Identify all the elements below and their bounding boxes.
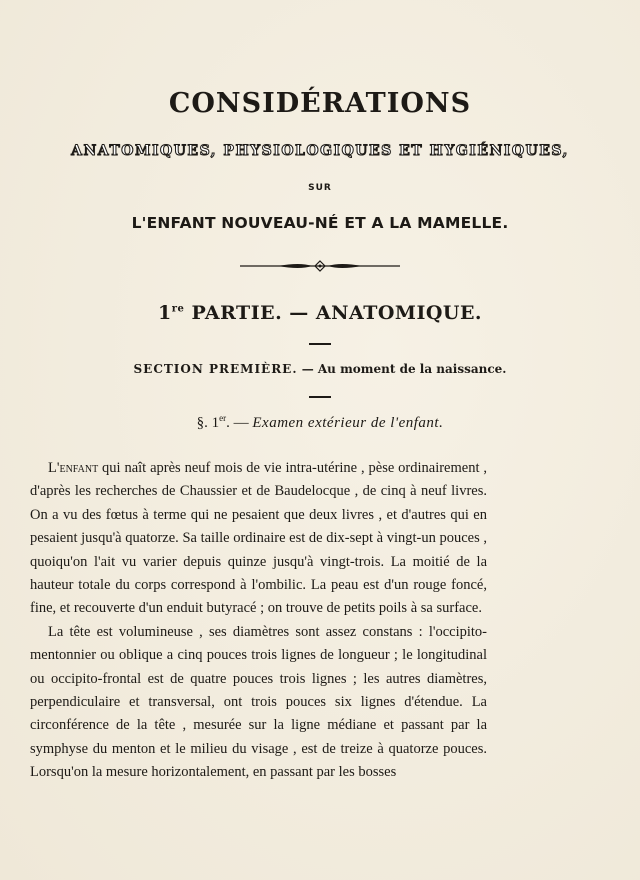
paragraph-text: qui naît après neuf mois de vie intra-utérine , pèse ordinairement , d'après les recherches de Chaussier et de Baudelocque , de cinq à neuf livres. On a vu des fœtus à terme qui ne pesaient que deux livres , et d'autres qui en pesaient jusqu'à quatorze. Sa taille ordinaire est de dix-sept à vingt-un pouces , quoiqu'on l'ait vu varier depuis quinze jusqu'à vingt-trois. La moitié de la hauteur totale du corps correspond à l'ombilic. La peau est d'un rouge foncé, fine, et recouverte d'un enduit butyracé ; on trouve de petits poils à sa surface.	[30, 460, 487, 617]
page-title: CONSIDÉRATIONS	[168, 88, 472, 119]
paragraph-ordinal: er	[219, 413, 227, 423]
part-number: 1	[157, 302, 172, 324]
section-label: SECTION PREMIÈRE.	[133, 362, 298, 376]
paragraph-heading	[0, 413, 640, 432]
paragraph-number: §. 1	[196, 415, 220, 431]
section-heading	[0, 362, 640, 376]
paragraph-separator: . —	[226, 415, 253, 431]
ornament-divider	[0, 259, 640, 273]
part-heading	[0, 302, 640, 324]
ornament-icon	[240, 259, 400, 273]
paragraph-title: Examen extérieur de l'enfant.	[252, 415, 444, 431]
paragraph-text: La tête est volumineuse , ses diamètres sont assez constans : l'occipito-mentonnier ou oblique a cinq pouces trois lignes de longueur ; le longitudinal ou occipito-frontal est de quatre pouces trois lignes ; les autres diamètres, perpendiculaire et transversal, ont trois pouces six lignes d'étendue. La circonférence de la tête , mesurée sur la ligne médiane et passant par la symphyse du menton et le milieu du visage , est de treize à quatorze pouces. Lorsqu'on la mesure horizontalement, en passant par les bosses	[30, 623, 487, 781]
paragraph	[30, 457, 487, 621]
paragraph-lead: L'enfant	[48, 460, 99, 476]
body-text	[30, 457, 487, 785]
dash-divider	[309, 343, 331, 345]
page-subtitle: ANATOMIQUES, PHYSIOLOGIQUES ET HYGIÉNIQUES,	[71, 143, 569, 159]
part-label: PARTIE. — ANATOMIQUE.	[191, 302, 483, 324]
section-subtitle: — Au moment de la naissance.	[297, 362, 507, 376]
part-ordinal: re	[171, 303, 185, 315]
dash-divider	[309, 396, 331, 398]
book-subject: L'ENFANT NOUVEAU-NÉ ET A LA MAMELLE.	[131, 214, 509, 232]
connector-word: SUR	[308, 183, 332, 193]
paragraph	[30, 621, 487, 785]
